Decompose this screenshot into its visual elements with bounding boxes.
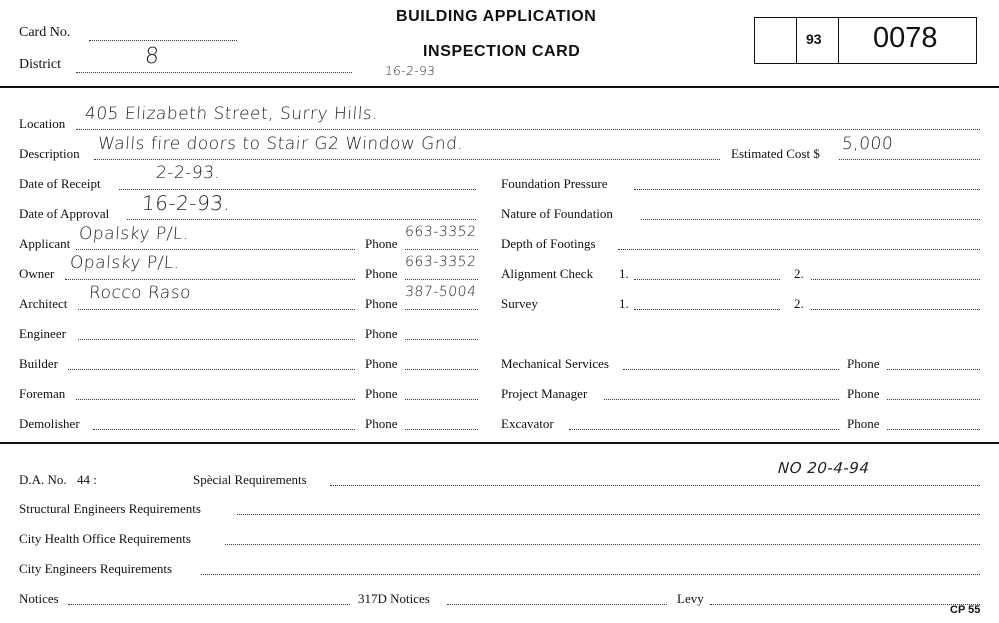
- owner-phone-label: Phone: [365, 266, 398, 281]
- architect-value: Rocco Raso: [88, 283, 192, 303]
- foreman-label: Foreman: [19, 386, 66, 401]
- location-field[interactable]: [76, 129, 980, 130]
- alignment-check-1-label: 1.: [619, 266, 629, 281]
- structural-label: Structural Engineers Requirements: [19, 501, 201, 516]
- applicant-phone-field[interactable]: [405, 249, 478, 250]
- owner-field[interactable]: [65, 279, 355, 280]
- estimated-cost-field[interactable]: [839, 159, 980, 160]
- foundation-pressure-field[interactable]: [634, 189, 980, 190]
- demolisher-field[interactable]: [93, 429, 355, 430]
- foundation-pressure-label: Foundation Pressure: [501, 176, 608, 191]
- description-label: Description: [19, 146, 80, 161]
- number-box-divider-2: [838, 17, 839, 64]
- alignment-check-label: Alignment Check: [501, 266, 594, 281]
- nature-foundation-field[interactable]: [641, 219, 980, 220]
- survey-2-label: 2.: [794, 296, 804, 311]
- notices-317d-field[interactable]: [447, 604, 667, 605]
- project-manager-label: Project Manager: [501, 386, 588, 401]
- mechanical-label: Mechanical Services: [501, 356, 609, 371]
- project-manager-phone-label: Phone: [847, 386, 880, 401]
- builder-field[interactable]: [68, 369, 355, 370]
- builder-phone-label: Phone: [365, 356, 398, 371]
- city-engineers-field[interactable]: [201, 574, 980, 575]
- excavator-field[interactable]: [569, 429, 839, 430]
- levy-field[interactable]: [710, 604, 980, 605]
- location-label: Location: [19, 116, 66, 131]
- foreman-phone-field[interactable]: [405, 399, 478, 400]
- approval-label: Date of Approval: [19, 206, 110, 221]
- demolisher-phone-label: Phone: [365, 416, 398, 431]
- approval-value: 16-2-93.: [141, 191, 232, 215]
- demolisher-phone-field[interactable]: [405, 429, 478, 430]
- levy-label: Levy: [677, 591, 704, 606]
- mechanical-phone-field[interactable]: [887, 369, 980, 370]
- applicant-phone-label: Phone: [365, 236, 398, 251]
- district-label: District: [19, 57, 61, 72]
- mechanical-field[interactable]: [623, 369, 839, 370]
- title-line-1: BUILDING APPLICATION: [396, 8, 597, 25]
- receipt-value: 2-2-93.: [155, 163, 222, 183]
- district-value: 8: [144, 44, 161, 69]
- depth-footings-label: Depth of Footings: [501, 236, 596, 251]
- foreman-field[interactable]: [76, 399, 355, 400]
- alignment-check-2-label: 2.: [794, 266, 804, 281]
- alignment-check-2-field[interactable]: [811, 279, 980, 280]
- middle-rule: [0, 442, 999, 444]
- receipt-field[interactable]: [119, 189, 476, 190]
- applicant-label: Applicant: [19, 236, 71, 251]
- project-manager-field[interactable]: [604, 399, 839, 400]
- engineer-phone-label: Phone: [365, 326, 398, 341]
- card-no-label: Card No.: [19, 25, 71, 40]
- special-requirements-value: NO 20-4-94: [777, 459, 870, 477]
- engineer-field[interactable]: [78, 339, 355, 340]
- health-label: City Health Office Requirements: [19, 531, 191, 546]
- foreman-phone-label: Phone: [365, 386, 398, 401]
- estimated-cost-label: Estimated Cost $: [731, 146, 820, 161]
- approval-field[interactable]: [127, 219, 476, 220]
- owner-value: Opalsky P/L.: [69, 253, 181, 273]
- city-engineers-label: City Engineers Requirements: [19, 561, 173, 576]
- architect-phone-field[interactable]: [405, 309, 478, 310]
- notices-label: Notices: [19, 591, 59, 606]
- architect-field[interactable]: [78, 309, 355, 310]
- owner-label: Owner: [19, 266, 55, 281]
- builder-label: Builder: [19, 356, 58, 371]
- engineer-label: Engineer: [19, 326, 66, 341]
- survey-1-label: 1.: [619, 296, 629, 311]
- excavator-phone-label: Phone: [847, 416, 880, 431]
- engineer-phone-field[interactable]: [405, 339, 478, 340]
- applicant-phone-value: 663-3352: [404, 224, 477, 240]
- excavator-phone-field[interactable]: [887, 429, 980, 430]
- survey-2-field[interactable]: [811, 309, 980, 310]
- estimated-cost-value: 5,000: [841, 134, 894, 154]
- receipt-label: Date of Receipt: [19, 176, 101, 191]
- architect-phone-value: 387-5004: [404, 284, 477, 300]
- special-requirements-label: Spècial Requirements: [193, 472, 307, 487]
- stamp-date: 16-2-93: [384, 64, 436, 78]
- architect-phone-label: Phone: [365, 296, 398, 311]
- applicant-value: Opalsky P/L.: [78, 224, 190, 244]
- notices-field[interactable]: [68, 604, 350, 605]
- nature-foundation-label: Nature of Foundation: [501, 206, 613, 221]
- location-value: 405 Elizabeth Street, Surry Hills.: [84, 104, 379, 124]
- owner-phone-field[interactable]: [405, 279, 478, 280]
- card-no-field[interactable]: [89, 40, 237, 41]
- structural-field[interactable]: [237, 514, 980, 515]
- special-requirements-field[interactable]: [330, 485, 980, 486]
- description-value: Walls fire doors to Stair G2 Window Gnd.: [97, 134, 465, 154]
- description-field[interactable]: [94, 159, 720, 160]
- applicant-field[interactable]: [76, 249, 355, 250]
- district-field[interactable]: [76, 72, 352, 73]
- survey-1-field[interactable]: [634, 309, 780, 310]
- da-no-label: D.A. No.: [19, 472, 67, 487]
- card-number-box: [754, 17, 977, 64]
- mechanical-phone-label: Phone: [847, 356, 880, 371]
- number-box-value: 0078: [873, 22, 938, 54]
- owner-phone-value: 663-3352: [404, 254, 477, 270]
- survey-label: Survey: [501, 296, 538, 311]
- da-no-value: 44 :: [77, 472, 97, 487]
- number-box-divider-1: [796, 17, 797, 64]
- depth-footings-field[interactable]: [618, 249, 980, 250]
- alignment-check-1-field[interactable]: [634, 279, 780, 280]
- notices-317d-label: 317D Notices: [358, 591, 430, 606]
- excavator-label: Excavator: [501, 416, 554, 431]
- builder-phone-field[interactable]: [405, 369, 478, 370]
- top-rule: [0, 86, 999, 88]
- demolisher-label: Demolisher: [19, 416, 80, 431]
- architect-label: Architect: [19, 296, 68, 311]
- project-manager-phone-field[interactable]: [887, 399, 980, 400]
- title-line-2: INSPECTION CARD: [423, 43, 581, 60]
- year-box-value: 93: [806, 31, 822, 47]
- health-field[interactable]: [225, 544, 980, 545]
- form-code: CP 55: [950, 604, 981, 616]
